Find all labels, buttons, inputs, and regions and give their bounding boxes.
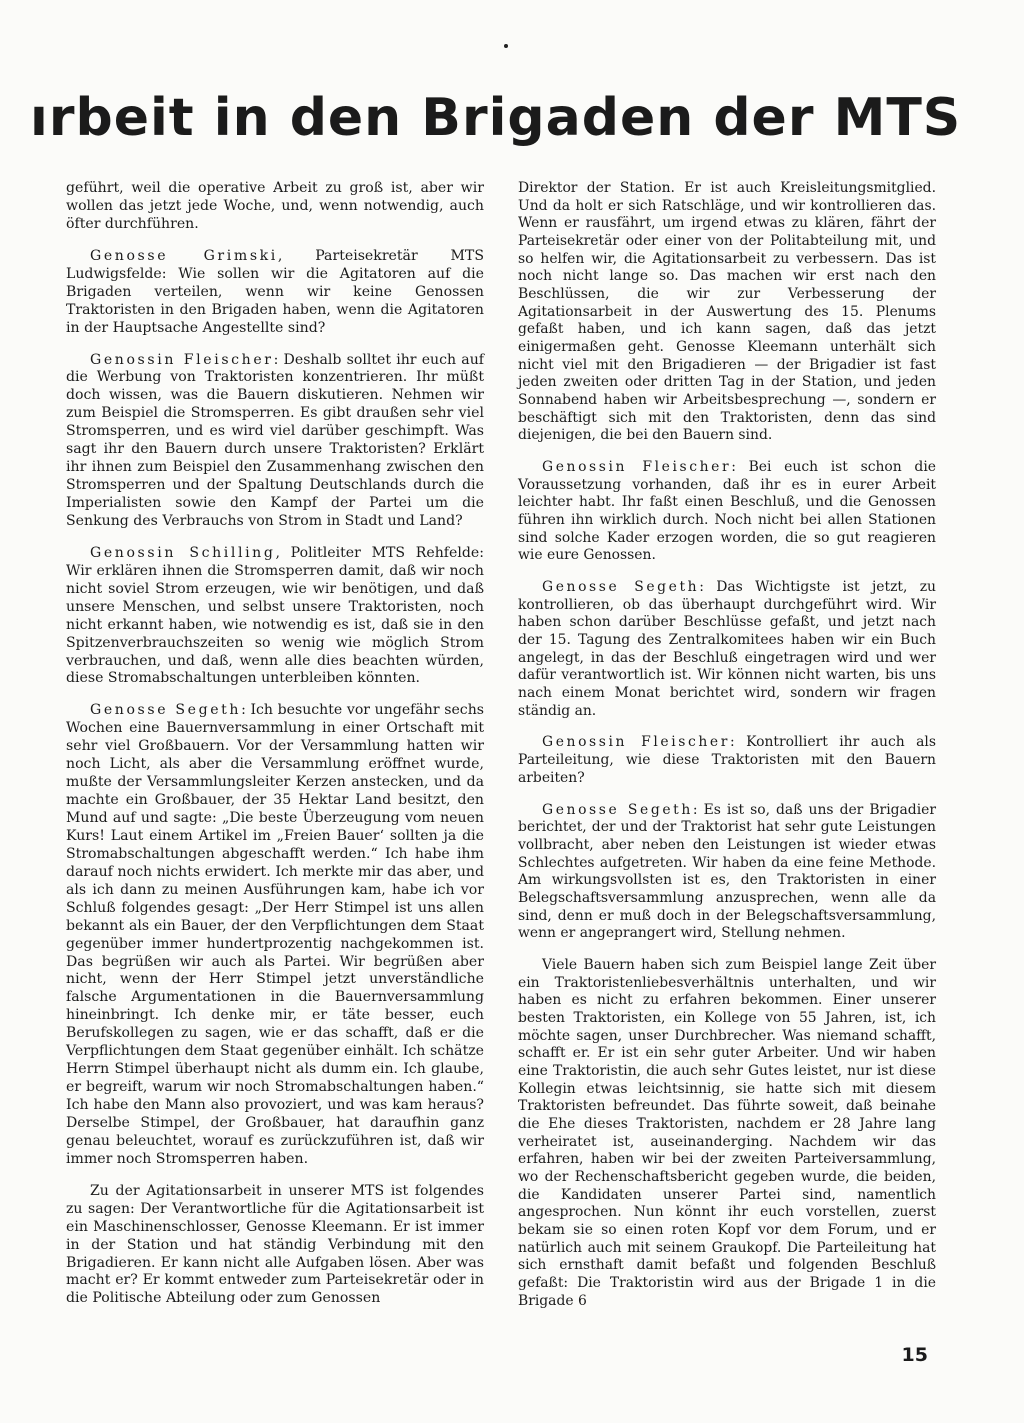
paragraph: [518, 957, 936, 1310]
paragraph-text: Direktor der Station. Er ist auch Kreisleitungsmitglied. Und da holt er sich Ratschläge, und wir kontrollieren das. Wenn er rausfährt, um irgend etwas zu klären, fährt der Parteisekretär oder einer von der Politabteilung mit, und so helfen wir, die Agitationsarbeit zu verbessern. Das ist noch nicht lange so. Das machen wir erst nach den Beschlüssen, die wir zur Verbesserung der Agitationsarbeit in der Auswertung des 15. Plenums gefaßt haben, und ich kann sagen, daß das jetzt einigermaßen geht. Genosse Kleemann unterhält sich nicht viel mit den Brigadieren — der Brigadier ist fast jeden zweiten oder dritten Tag in der Station, und jeden Sonnabend haben wir Arbeitsbesprechung —, sondern er beschäftigt sich mit den Traktoristen, denn das sind diejenigen, die bei den Bauern sind.: [518, 180, 936, 444]
paragraph: [518, 579, 936, 720]
paragraph: [66, 180, 484, 234]
speaker-name: Genosse Grimski: [90, 247, 278, 264]
page-heading: ırbeit in den Brigaden der MTS: [30, 88, 962, 148]
paragraph: [66, 702, 484, 1168]
paragraph-text: : Das Wichtigste ist jetzt, zu kontrollieren, ob das überhaupt durchgeführt wird. Wir haben schon darüber Beschlüsse gefaßt, und jetzt nach der 15. Tagung des Zentralkomitees haben wir ein Buch angelegt, in das der Beschluß eingetragen wird und wer dafür verantwortlich ist. Wir können nicht warten, bis uns nach einem Monat berichtet wird, sondern wir fragen ständig an.: [518, 579, 936, 719]
paragraph: [66, 248, 484, 338]
speaker-name: Genossin Schilling: [90, 544, 276, 561]
print-speck: [504, 44, 508, 48]
paragraph: [66, 1183, 484, 1309]
paragraph: [518, 802, 936, 943]
paragraph-text: Zu der Agitationsarbeit in unserer MTS ist folgendes zu sagen: Der Verantwortliche für die Agitationsarbeit ist ein Maschinenschlosser, Genosse Kleemann. Er ist immer in der Station und hat ständig Verbindung mit den Brigadieren. Er kann nicht alle Aufgaben lösen. Aber was macht er? Er kommt entweder zum Parteisekretär oder in die Politische Abteilung oder zum Genossen: [66, 1182, 484, 1307]
speaker-name: Genossin Fleischer: [542, 734, 730, 751]
left-column: [66, 180, 484, 1322]
speaker-name: Genosse Segeth: [90, 702, 242, 719]
right-column: [518, 180, 936, 1324]
paragraph-text: geführt, weil die operative Arbeit zu groß ist, aber wir wollen das jetzt jede Woche, und, wenn notwendig, auch öfter durchführen.: [66, 180, 484, 232]
paragraph: [66, 545, 484, 689]
paragraph: [66, 352, 484, 531]
paragraph-text: : Kontrolliert ihr auch als Parteileitung, wie diese Traktoristen mit den Bauern arbeiten?: [518, 734, 936, 786]
speaker-name: Genosse Segeth: [542, 579, 700, 596]
paragraph: [518, 459, 936, 565]
paragraph-text: : Ich besuchte vor ungefähr sechs Wochen eine Bauernversammlung in einer Ortschaft mit sehr viel Großbauern. Vor der Versammlung hatten wir noch Licht, als aber die Versammlung eröffnet wurde, mußte der Versammlungsleiter Kerzen anstecken, und da machte ein Großbauer, der 35 Hektar Land besitzt, den Mund auf und sagte: „Die beste Überzeugung vom neuen Kurs! Laut einem Artikel im „Freien Bauer‘ sollten ja die Stromabschaltungen abgeschafft werden.“ Ich habe ihm darauf noch nichts erwidert. Ich merkte mir das aber, und als ich dann zu meinen Ausführungen kam, habe ich vor Schluß folgendes gesagt: „Der Herr Stimpel ist uns allen bekannt als ein Bauer, der den Verpflichtungen dem Staat gegenüber immer hundertprozentig nachgekommen ist. Das begrüßen wir auch als Partei. Wir begrüßen aber nicht, wenn der Herr Stimpel jetzt unverständliche falsche Argumentationen in die Bauernversammlung hineinbringt. Ich denke mir, er täte besser, euch Berufskollegen zu sagen, wie er das schafft, daß er die Verpflichtungen dem Staat gegenüber einhält. Ich schätze Herrn Stimpel überhaupt nicht als dumm ein. Ich glaube, er begreift, warum wir noch Stromabschaltungen haben.“ Ich habe den Mann also provoziert, und was kam heraus? Derselbe Stimpel, der Großbauer, hat daraufhin ganz genau beleuchtet, worauf es zurückzuführen ist, daß wir immer noch Stromsperren haben.: [66, 702, 485, 1167]
paragraph-text: : Bei euch ist schon die Voraussetzung vorhanden, daß ihr es in eurer Arbeit leichter habt. Ihr faßt einen Beschluß, und die Genossen führen ihn wirklich durch. Noch nicht bei allen Stationen sind solche Kader erzogen worden, die so gut reagieren wie eure Genossen.: [518, 459, 936, 564]
paragraph-text: , Politleiter MTS Rehfelde: Wir erklären ihnen die Stromsperren damit, daß wir noch nicht soviel Strom erzeugen, wie wir benötigen, und daß unsere Menschen, und selbst unsere Traktoristen, noch nicht erkannt haben, wie notwendig es ist, daß sie in den Spitzenverbrauchszeiten so wenig wie möglich Strom verbrauchen, und daß, wenn alle dies beachten würden, diese Stromabschaltungen unterbleiben könnten.: [66, 544, 484, 687]
paragraph: [518, 180, 936, 445]
paragraph-text: : Es ist so, daß uns der Brigadier berichtet, der und der Traktorist hat sehr gute Leistungen vollbracht, aber neben den Leistungen ist wieder etwas Schlechtes aufgetreten. Wir haben da eine feine Methode. Am wirkungsvollsten ist es, den Traktoristen in einer Belegschaftsversammlung anzusprechen, wenn alle da sind, denn er muß doch in der Belegschaftsversammlung, wenn er angeprangert wird, Stellung nehmen.: [518, 801, 937, 942]
paragraph-text: , Parteisekretär MTS Ludwigsfelde: Wie sollen wir die Agitatoren auf die Brigaden verteilen, wenn wir keine Genossen Traktoristen in den Brigaden haben, wenn die Agitatoren in der Hauptsache Angestellte sind?: [66, 247, 484, 336]
speaker-name: Genossin Fleischer: [542, 459, 732, 476]
speaker-name: Genosse Segeth: [542, 801, 693, 818]
page-number: 15: [901, 1344, 928, 1366]
paragraph-text: Viele Bauern haben sich zum Beispiel lange Zeit über ein Traktoristenliebesverhältnis unterhalten, und wir haben es nicht zu erfahren bekommen. Einer unserer besten Traktoristen, ein Kollege von 55 Jahren, ist, ich möchte sagen, unser Durchbrecher. Was niemand schafft, schafft er. Er ist ein sehr guter Arbeiter. Und wir haben eine Traktoristin, die auch sehr Gutes leistet, nur ist diese Kollegin etwas leichtsinnig, sie hatte sich mit diesem Traktoristen befreundet. Das führte soweit, daß beinahe die Ehe dieses Traktoristen, nachdem er 28 Jahre lang verheiratet ist, auseinanderging. Nachdem wir das erfahren, haben wir bei der zweiten Parteiversammlung, wo der Rechenschaftsbericht gegeben wurde, die beiden, die Kandidaten unserer Partei sind, namentlich angesprochen. Nun könnt ihr euch vorstellen, zuerst bekam sie so einen roten Kopf vor dem Forum, und er natürlich auch mit seinem Graukopf. Die Parteileitung hat sich ernsthaft damit befaßt und folgenden Beschluß gefaßt: Die Traktoristin wird aus der Brigade 1 in die Brigade 6: [518, 956, 936, 1309]
paragraph: [518, 734, 936, 787]
speaker-name: Genossin Fleischer: [90, 351, 274, 368]
paragraph-text: : Deshalb solltet ihr euch auf die Werbung von Traktoristen konzentrieren. Ihr müßt doch wissen, was die Bauern diskutieren. Nehmen wir zum Beispiel die Stromsperren. Es gibt draußen sehr viel Stromsperren, und es wird viel darüber geschimpft. Was sagt ihr den Bauern durch unsere Traktoristen? Erklärt ihr ihnen zum Beispiel den Zusammenhang zwischen den Stromsperren und der Spaltung Deutschlands durch die Imperialisten sowie den Kampf der Partei um die Senkung des Verbrauchs von Strom in Stadt und Land?: [66, 351, 484, 529]
